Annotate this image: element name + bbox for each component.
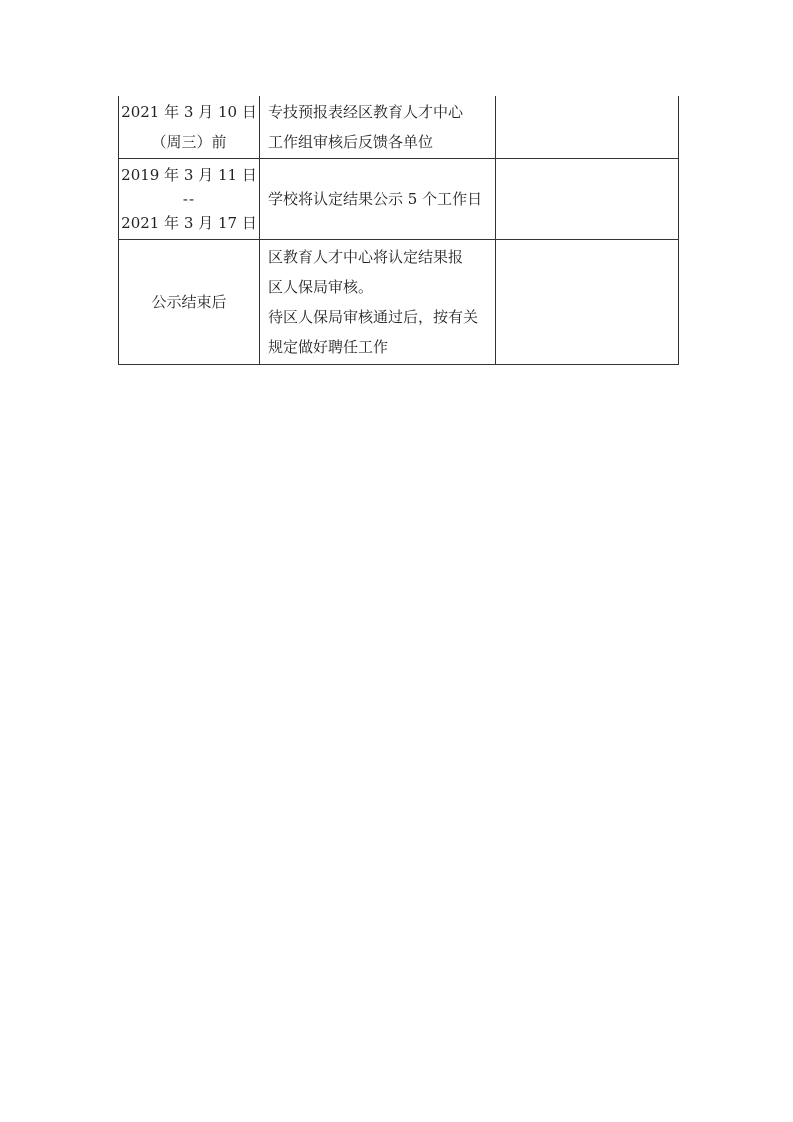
time-cell (119, 240, 260, 365)
description-text: 规定做好聘任工作 (268, 338, 389, 356)
table-row (119, 96, 679, 159)
time-cell (119, 159, 260, 240)
time-text: 2021 年 3 月 17 日 (121, 214, 257, 232)
table-row (119, 159, 679, 240)
description-cell (260, 159, 496, 240)
description-text: 专技预报表经区教育人才中心 (268, 103, 464, 121)
time-text: 公示结束后 (151, 293, 227, 311)
time-separator: -- (182, 190, 196, 208)
time-text: （周三）前 (151, 133, 227, 151)
description-text: 区人保局审核。 (268, 278, 374, 296)
time-cell (119, 96, 260, 159)
schedule-table (118, 96, 679, 365)
description-cell (260, 240, 496, 365)
time-text: 2019 年 3 月 11 日 (121, 166, 257, 184)
note-cell (496, 96, 679, 159)
description-text: 区教育人才中心将认定结果报 (268, 248, 464, 266)
description-text: 学校将认定结果公示 5 个工作日 (268, 190, 483, 208)
description-text: 工作组审核后反馈各单位 (268, 133, 434, 151)
table-row (119, 240, 679, 365)
note-cell (496, 159, 679, 240)
description-cell (260, 96, 496, 159)
time-text: 2021 年 3 月 10 日 (121, 103, 257, 121)
note-cell (496, 240, 679, 365)
description-text: 待区人保局审核通过后，按有关 (268, 308, 479, 326)
